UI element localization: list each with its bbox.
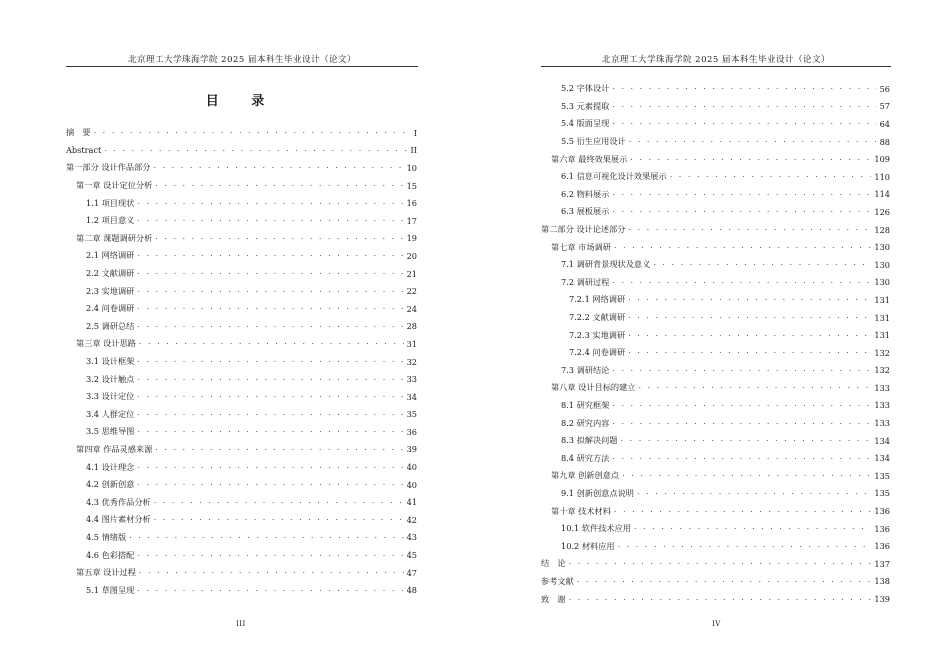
toc-entry-page: 139 (874, 594, 890, 605)
dot-leader (628, 313, 871, 322)
toc-list (541, 80, 890, 608)
dot-leader (653, 260, 871, 269)
toc-entry-page: 88 (879, 136, 890, 147)
toc-entry-page: 132 (874, 365, 890, 376)
toc-entry-page: 19 (406, 233, 417, 244)
toc-entry[interactable] (66, 370, 417, 388)
toc-entry[interactable] (541, 98, 890, 116)
toc-entry[interactable] (541, 520, 890, 538)
toc-entry-page: 110 (874, 171, 890, 182)
toc-entry-page: 35 (406, 409, 417, 420)
toc-entry-label: 3.2 设计触点 (86, 373, 135, 384)
toc-entry-label: 6.1 信息可视化设计效果展示 (561, 171, 667, 182)
dot-leader (612, 102, 876, 111)
toc-entry-page: 130 (874, 259, 890, 270)
page-number: III (236, 620, 246, 628)
toc-entry[interactable] (66, 353, 417, 371)
dot-leader (137, 551, 403, 560)
right-page (475, 0, 950, 672)
dot-leader (612, 278, 871, 287)
toc-entry-label: 8.1 研究框架 (561, 399, 610, 410)
toc-entry[interactable] (541, 397, 890, 415)
dot-leader (137, 322, 403, 331)
toc-entry[interactable] (66, 511, 417, 529)
toc-entry[interactable] (66, 441, 417, 459)
toc-entry-label: 4.4 图片素材分析 (86, 514, 151, 525)
toc-entry-label: 1.1 项目现状 (86, 197, 135, 208)
toc-entry-label: 结 论 (541, 558, 566, 569)
toc-entry-page: 138 (874, 576, 890, 587)
toc-entry-label: 4.2 创新创意 (86, 479, 135, 490)
toc-entry-label: 第十章 技术材料 (551, 505, 611, 516)
dot-leader (129, 533, 403, 542)
toc-entry[interactable] (66, 546, 417, 564)
toc-entry-label: 第一章 设计定位分析 (76, 180, 153, 191)
toc-entry-label: 6.3 展板展示 (561, 206, 610, 217)
page-header: 北京理工大学珠海学院 2025 届本科生毕业设计（论文） (601, 55, 831, 65)
dot-leader (153, 163, 403, 172)
toc-entry[interactable] (541, 203, 890, 221)
toc-entry-label: Abstract (66, 145, 102, 156)
toc-entry-label: 4.6 色彩搭配 (86, 549, 135, 560)
toc-entry-page: 47 (406, 567, 417, 578)
toc-entry[interactable] (541, 326, 890, 344)
toc-entry[interactable] (66, 230, 417, 248)
toc-entry[interactable] (541, 573, 890, 591)
toc-entry[interactable] (541, 344, 890, 362)
toc-entry-page: 109 (874, 154, 890, 165)
toc-entry-page: 42 (406, 514, 417, 525)
toc-entry[interactable] (66, 124, 417, 142)
toc-entry-label: 5.4 版面呈现 (561, 118, 610, 129)
dot-leader (137, 427, 403, 436)
toc-entry-label: 4.3 优秀作品分析 (86, 496, 151, 507)
page-number: IV (712, 620, 721, 628)
dot-leader (137, 357, 403, 366)
toc-entry[interactable] (541, 186, 890, 204)
toc-entry[interactable] (541, 221, 890, 239)
toc-entry-page: 131 (874, 312, 890, 323)
toc-entry[interactable] (66, 318, 417, 336)
toc-entry-page: 21 (406, 268, 417, 279)
toc-entry-page: 131 (874, 330, 890, 341)
header-rule (66, 66, 418, 67)
toc-entry-page: 130 (874, 277, 890, 288)
toc-entry-page: 41 (406, 497, 417, 508)
toc-entry-label: 2.2 文献调研 (86, 268, 135, 279)
toc-entry-label: 2.1 网络调研 (86, 250, 135, 261)
toc-entry-page: 131 (874, 294, 890, 305)
toc-entry-page: 48 (406, 585, 417, 596)
dot-leader (612, 84, 876, 93)
toc-entry-label: 7.2.4 问卷调研 (569, 347, 626, 358)
toc-entry[interactable] (541, 168, 890, 186)
toc-entry-page: 135 (874, 470, 890, 481)
toc-entry-page: 20 (406, 250, 417, 261)
dot-leader (94, 128, 411, 137)
dot-leader (569, 559, 872, 568)
toc-entry-page: 57 (879, 101, 890, 112)
dot-leader (104, 146, 407, 155)
toc-entry-label: 第九章 创新创意点 (551, 470, 620, 481)
dot-leader (137, 392, 403, 401)
toc-entry[interactable] (541, 485, 890, 503)
toc-entry-label: 第二部分 设计论述部分 (541, 224, 626, 235)
dot-leader (612, 401, 871, 410)
dot-leader (569, 595, 872, 604)
toc-entry-label: 6.2 物料展示 (561, 188, 610, 199)
toc-entry-label: 2.3 实地调研 (86, 285, 135, 296)
toc-entry[interactable] (541, 502, 890, 520)
toc-entry[interactable] (66, 247, 417, 265)
toc-entry-page: 126 (874, 206, 890, 217)
toc-entry-page: 45 (406, 550, 417, 561)
toc-entry[interactable] (541, 256, 890, 274)
toc-entry-label: 4.5 情绪版 (86, 531, 127, 542)
dot-leader (137, 375, 403, 384)
toc-entry[interactable] (541, 379, 890, 397)
toc-entry-page: 136 (874, 541, 890, 552)
toc-entry[interactable] (66, 581, 417, 599)
toc-entry[interactable] (66, 388, 417, 406)
toc-entry-label: 7.3 调研结论 (561, 364, 610, 375)
toc-entry-label: 第五章 设计过程 (76, 567, 136, 578)
toc-entry[interactable] (541, 555, 890, 573)
toc-entry-label: 5.5 衍生应用设计 (561, 136, 626, 147)
toc-entry-label: 第一部分 设计作品部分 (66, 162, 151, 173)
toc-entry-label: 3.4 人群定位 (86, 408, 135, 419)
dot-leader (139, 568, 404, 577)
toc-entry-label: 8.2 研究内容 (561, 417, 610, 428)
toc-entry-page: 43 (406, 532, 417, 543)
dot-leader (628, 348, 871, 357)
toc-entry[interactable] (66, 423, 417, 441)
dot-leader (137, 199, 403, 208)
dot-leader (612, 190, 871, 199)
toc-entry-page: 132 (874, 347, 890, 358)
dot-leader (137, 480, 403, 489)
toc-entry-page: 134 (874, 435, 890, 446)
toc-entry-label: 8.4 研究方法 (561, 452, 610, 463)
toc-entry-page: 32 (406, 356, 417, 367)
toc-entry-page: 33 (406, 374, 417, 385)
toc-entry-label: 参考文献 (541, 575, 574, 586)
dot-leader (577, 577, 872, 586)
toc-entry[interactable] (541, 537, 890, 555)
toc-entry-page: 136 (874, 523, 890, 534)
toc-entry-page: 36 (406, 426, 417, 437)
dot-leader (155, 445, 403, 454)
toc-entry-label: 5.1 草图呈现 (86, 584, 135, 595)
dot-leader (612, 454, 871, 463)
toc-entry[interactable] (541, 291, 890, 309)
toc-entry-page: 34 (406, 391, 417, 402)
toc-entry-label: 第六章 最终效果展示 (551, 153, 628, 164)
toc-entry[interactable] (66, 282, 417, 300)
dot-leader (137, 586, 403, 595)
toc-entry-label: 第四章 作品灵感来源 (76, 443, 153, 454)
dot-leader (638, 383, 871, 392)
header-rule (541, 66, 891, 67)
toc-entry-label: 2.5 调研总结 (86, 320, 135, 331)
toc-entry[interactable] (66, 476, 417, 494)
toc-entry-label: 摘 要 (66, 127, 91, 138)
dot-leader (155, 181, 403, 190)
page-header: 北京理工大学珠海学院 2025 届本科生毕业设计（论文） (127, 55, 357, 65)
toc-entry[interactable] (66, 493, 417, 511)
toc-entry-label: 第三章 设计思路 (76, 338, 136, 349)
toc-entry-label: 7.1 调研背景现状及意义 (561, 259, 651, 270)
dot-leader (621, 436, 872, 445)
toc-entry-label: 8.3 拟解决问题 (561, 435, 618, 446)
dot-leader (614, 243, 871, 252)
toc-entry[interactable] (541, 80, 890, 98)
toc-entry[interactable] (541, 133, 890, 151)
toc-entry-page: 16 (406, 198, 417, 209)
toc-entry[interactable] (541, 449, 890, 467)
toc-entry-page: 134 (874, 453, 890, 464)
toc-entry[interactable] (541, 467, 890, 485)
toc-entry[interactable] (66, 406, 417, 424)
toc-entry-page: 40 (406, 462, 417, 473)
toc-entry[interactable] (541, 115, 890, 133)
dot-leader (137, 269, 403, 278)
toc-entry-page: 24 (406, 303, 417, 314)
toc-entry[interactable] (541, 362, 890, 380)
toc-entry[interactable] (66, 564, 417, 582)
toc-list (66, 124, 417, 599)
toc-entry-page: 10 (406, 162, 417, 173)
toc-entry-label: 5.2 字体设计 (561, 83, 610, 94)
toc-entry-page: 137 (874, 558, 890, 569)
toc-entry[interactable] (66, 529, 417, 547)
toc-entry[interactable] (66, 458, 417, 476)
toc-entry-label: 4.1 设计理念 (86, 461, 135, 472)
toc-entry[interactable] (66, 159, 417, 177)
toc-entry-page: 64 (879, 118, 890, 129)
dot-leader (628, 331, 871, 340)
toc-entry[interactable] (66, 265, 417, 283)
dot-leader (137, 304, 403, 313)
toc-entry-label: 7.2 调研过程 (561, 276, 610, 287)
toc-entry-label: 7.2.2 文献调研 (569, 312, 626, 323)
toc-entry[interactable] (66, 177, 417, 195)
toc-entry-page: 133 (874, 400, 890, 411)
toc-entry[interactable] (541, 414, 890, 432)
toc-entry-page: 135 (874, 488, 890, 499)
toc-entry-page: 39 (406, 444, 417, 455)
toc-entry[interactable] (66, 335, 417, 353)
toc-entry-page: 133 (874, 382, 890, 393)
toc-entry-label: 1.2 项目意义 (86, 215, 135, 226)
toc-entry-page: 130 (874, 242, 890, 253)
toc-entry-page: 56 (879, 83, 890, 94)
toc-entry[interactable] (541, 238, 890, 256)
toc-entry-label: 3.1 设计框架 (86, 356, 135, 367)
toc-entry-page: 114 (874, 189, 890, 200)
dot-leader (155, 234, 403, 243)
toc-entry[interactable] (541, 309, 890, 327)
toc-entry[interactable] (66, 194, 417, 212)
dot-leader (137, 463, 403, 472)
dot-leader (670, 172, 872, 181)
dot-leader (612, 366, 871, 375)
toc-entry-label: 第八章 设计目标的建立 (551, 382, 636, 393)
toc-entry-page: 31 (406, 338, 417, 349)
dot-leader (628, 225, 871, 234)
dot-leader (154, 498, 404, 507)
toc-entry-page: 128 (874, 224, 890, 235)
toc-entry-label: 第七章 市场调研 (551, 241, 611, 252)
toc-entry-label: 10.2 材料应用 (561, 540, 615, 551)
toc-entry-label: 致 谢 (541, 593, 566, 604)
toc-entry-label: 9.1 创新创意点说明 (561, 487, 634, 498)
dot-leader (137, 216, 403, 225)
dot-leader (630, 155, 871, 164)
toc-entry-label: 第二章 课题调研分析 (76, 232, 153, 243)
dot-leader (634, 524, 871, 533)
toc-entry-label: 7.2.3 实地调研 (569, 329, 626, 340)
toc-entry-label: 10.1 软件技术应用 (561, 523, 631, 534)
toc-entry-page: 136 (874, 506, 890, 517)
toc-entry-label: 3.3 设计定位 (86, 391, 135, 402)
toc-entry[interactable] (541, 274, 890, 292)
toc-entry-page: 133 (874, 418, 890, 429)
toc-entry-page: 40 (406, 479, 417, 490)
toc-entry[interactable] (541, 590, 890, 608)
toc-entry-page: 15 (406, 180, 417, 191)
toc-entry-page: 22 (406, 286, 417, 297)
dot-leader (612, 419, 871, 428)
dot-leader (139, 339, 404, 348)
toc-entry-page: 17 (406, 215, 417, 226)
toc-title: 目 录 (205, 94, 279, 109)
dot-leader (612, 119, 876, 128)
toc-entry-label: 5.3 元素提取 (561, 100, 610, 111)
toc-entry-label: 2.4 问卷调研 (86, 303, 135, 314)
toc-entry-page: 28 (406, 321, 417, 332)
dot-leader (618, 542, 872, 551)
dot-leader (137, 251, 403, 260)
toc-entry[interactable] (541, 150, 890, 168)
dot-leader (629, 137, 877, 146)
toc-entry[interactable] (66, 142, 417, 160)
dot-leader (612, 207, 871, 216)
dot-leader (628, 295, 871, 304)
toc-entry[interactable] (541, 432, 890, 450)
dot-leader (614, 507, 871, 516)
toc-entry-label: 7.2.1 网络调研 (569, 294, 626, 305)
toc-entry[interactable] (66, 212, 417, 230)
toc-entry-page: II (410, 145, 417, 156)
dot-leader (137, 410, 403, 419)
toc-entry[interactable] (66, 300, 417, 318)
dot-leader (137, 287, 403, 296)
dot-leader (622, 471, 871, 480)
dot-leader (637, 489, 871, 498)
dot-leader (154, 515, 404, 524)
toc-entry-label: 3.5 思维导图 (86, 426, 135, 437)
toc-entry-page: I (413, 127, 417, 138)
